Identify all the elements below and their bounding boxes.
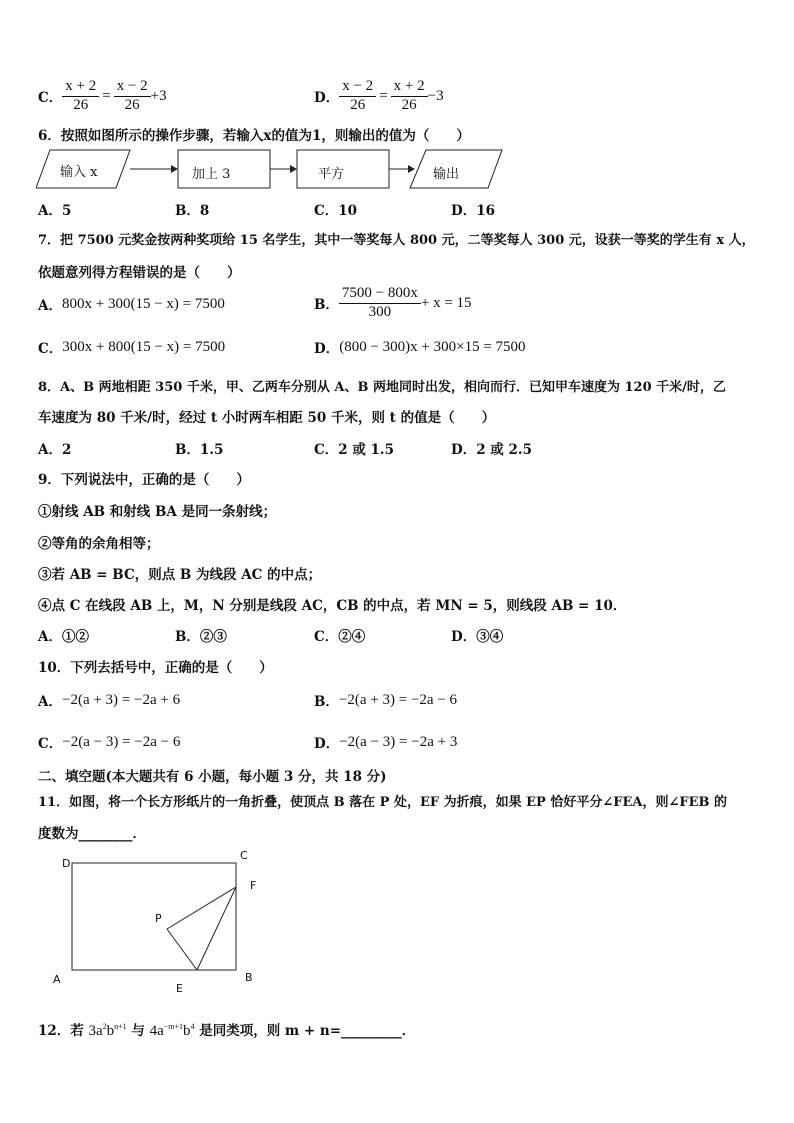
flow-output-label: 输出: [433, 167, 460, 182]
q9-statement-3: ③若 AB = BC，则点 B 为线段 AC 的中点；: [38, 567, 322, 583]
q10-stem: 10．下列去括号中，正确的是（ ）: [38, 660, 273, 676]
arrow-head: [171, 165, 178, 173]
q7-stem-line1: 7．把 7500 元奖金按两种奖项给 15 名学生，其中一等奖每人 800 元，二等奖每人 300 元，设获一等奖的学生有 x 人，: [38, 233, 755, 248]
fraction: $\frac{7500 - 800x}{300}$: [339, 286, 421, 321]
q7-option-b: B． $\frac{7500 - 800x}{300}$ + x = 15: [314, 285, 472, 320]
q8-option-a: A．2: [38, 442, 72, 458]
arrow-head: [290, 165, 297, 173]
q9-option-c: C．②④: [314, 629, 366, 645]
arrow-head: [408, 165, 415, 173]
q9-statement-2: ②等角的余角相等；: [38, 536, 160, 552]
flow-square-label: 平方: [318, 167, 345, 182]
q8-stem-line1: 8．A、B 两地相距 350 千米，甲、乙两车分别从 A、B 两地同时出发，相向而行．已知甲车速度为 120 千米/时，乙: [38, 380, 726, 395]
q8-option-c: C．2 或 1.5: [314, 442, 395, 458]
label-f: F: [250, 879, 257, 892]
q7-option-a: A． 800x + 300(15 − x) = 7500: [38, 295, 225, 314]
q10-option-b: B． −2(a + 3) = −2a − 6: [314, 691, 458, 710]
q5-option-d: D． $\frac{x - 2}{26}$ = $\frac{x + 2}{26}$ −3: [314, 78, 444, 113]
q6-option-c: C．10: [314, 203, 358, 219]
q9-statement-1: ①射线 AB 和射线 BA 是同一条射线；: [38, 504, 277, 520]
label-d: D: [62, 857, 71, 870]
label-a: A: [53, 973, 61, 986]
flow-input-label: 输入 x: [60, 165, 98, 180]
fraction: $\frac{x - 2}{26}$: [339, 79, 376, 114]
q9-statement-4: ④点 C 在线段 AB 上，M，N 分别是线段 AC，CB 的中点，若 MN = 5，则线段 AB = 10．: [38, 598, 627, 614]
term-2: $4a^{-m+1}b^4$: [149, 1022, 195, 1039]
section-heading: 二、填空题(本大题共有 6 小题，每小题 3 分，共 18 分): [38, 769, 387, 785]
label-e: E: [176, 982, 183, 995]
q9-stem: 9．下列说法中，正确的是（ ）: [38, 472, 250, 488]
option-label: D．: [314, 90, 340, 107]
q10-option-a: A． −2(a + 3) = −2a + 6: [38, 691, 181, 710]
q10-option-d: D． −2(a − 3) = −2a + 3: [314, 733, 458, 752]
option-label: C．: [38, 90, 63, 107]
q6-option-b: B．8: [175, 203, 210, 219]
q11-stem-line1: 11．如图，将一个长方形纸片的一角折叠，使顶点 B 落在 P 处，EF 为折痕，如果 EP 恰好平分∠FEA，则∠FEB 的: [38, 795, 728, 810]
rectangle-abcd: [72, 863, 236, 970]
q9-option-b: B．②③: [175, 629, 227, 645]
q6-option-a: A．5: [38, 203, 72, 219]
label-c: C: [240, 849, 248, 862]
q11-stem-line2: 度数为________．: [38, 826, 146, 842]
q6-stem: 6．按照如图所示的操作步骤，若输入x的值为1，则输出的值为（ ）: [38, 128, 470, 144]
fraction: $\frac{x - 2}{26}$: [114, 79, 151, 114]
label-b: B: [245, 971, 253, 984]
term-1: $3a^2b^{n+1}$: [88, 1022, 127, 1039]
fraction: $\frac{x + 2}{26}$: [62, 79, 99, 114]
q9-option-a: A．①②: [38, 629, 89, 645]
q6-option-d: D．16: [451, 203, 495, 219]
q5-option-c: C． $\frac{x + 2}{26}$ = $\frac{x - 2}{26}$ +3: [38, 78, 167, 113]
q10-option-c: C． −2(a − 3) = −2a − 6: [38, 733, 181, 752]
segment-ep: [167, 929, 197, 970]
q7-option-d: D． (800 − 300)x + 300×15 = 7500: [314, 338, 526, 357]
q12-stem: 12．若 $3a^2b^{n+1}$ 与 $4a^{-m+1}b^4$ 是同类项，则 m + n=_________．: [38, 1022, 416, 1039]
fraction: $\frac{x + 2}{26}$: [391, 79, 428, 114]
flow-add-label: 加上 3: [192, 167, 231, 182]
q9-option-d: D．③④: [451, 629, 504, 645]
q8-option-b: B．1.5: [175, 442, 224, 458]
q7-option-c: C． 300x + 800(15 − x) = 7500: [38, 338, 226, 357]
q7-stem-line2: 依题意列得方程错误的是（ ）: [38, 265, 241, 281]
q8-stem-line2: 车速度为 80 千米/时，经过 t 小时两车相距 50 千米，则 t 的值是（ ）: [38, 410, 496, 426]
label-p: P: [155, 912, 162, 925]
q8-option-d: D．2 或 2.5: [451, 442, 532, 458]
